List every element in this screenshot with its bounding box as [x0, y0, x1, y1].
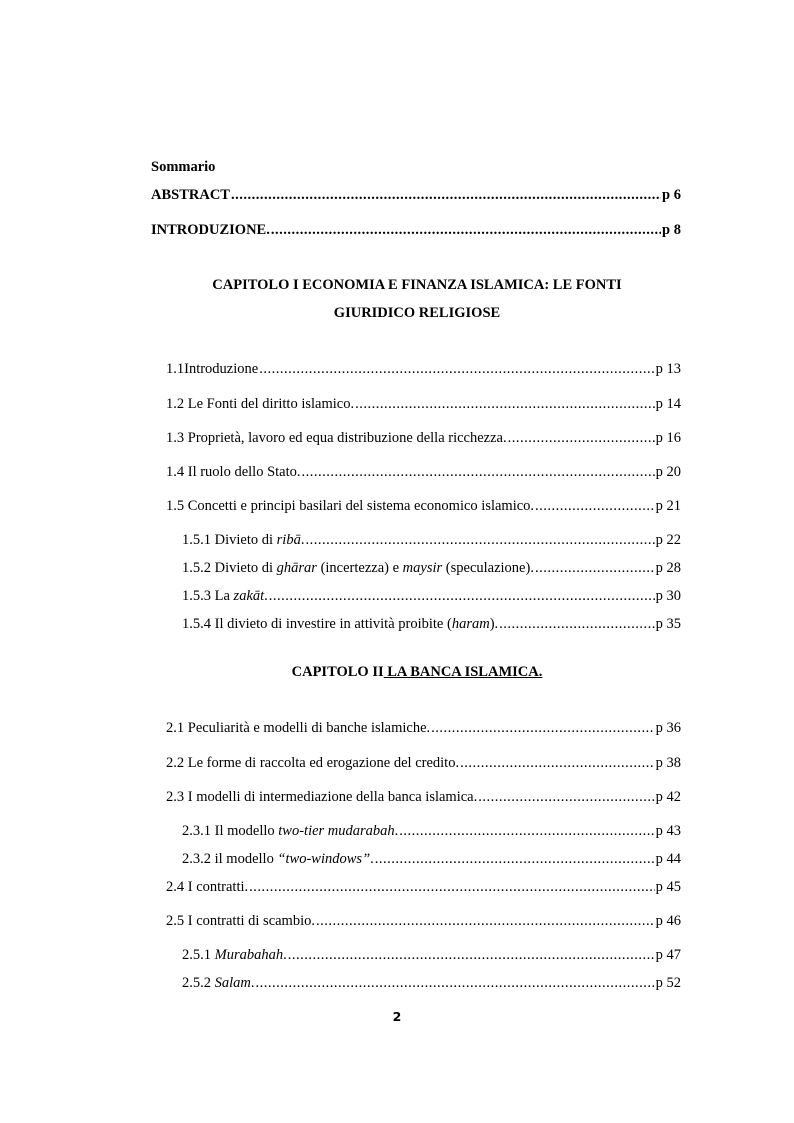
toc-entry-title-part: 2.5 I contratti di scambio. [166, 913, 315, 929]
toc-entry-page: p 44 [655, 851, 681, 867]
toc-entry-page: p 42 [655, 789, 681, 805]
toc-entry[interactable] [166, 394, 681, 414]
toc-entry-title [182, 558, 534, 578]
toc-entry-page: p 21 [655, 498, 681, 514]
toc-entry-title-part: 1.1Introduzione [166, 361, 259, 377]
toc-entry-title-part: 1.5.3 La [182, 588, 234, 604]
toc-entry-page: p 20 [655, 464, 681, 480]
toc-entry-title-italic: two-tier mudarabah [278, 823, 395, 839]
toc-entry-title-part: 2.4 I contratti. [166, 879, 249, 895]
toc-entry-title-part: 2.2 Le forme di raccolta ed erogazione del credito. [166, 755, 460, 771]
toc-leader-dots [288, 945, 655, 965]
toc-entry-title-part: (incertezza) e [316, 560, 403, 576]
toc-entry-title: INTRODUZIONE. [151, 222, 270, 238]
toc-entry-title-part: 2.5.2 [182, 975, 215, 991]
toc-entry-title [182, 945, 287, 965]
toc-entry-page: p 35 [655, 616, 681, 632]
toc-entry-title [166, 359, 258, 379]
toc-entry-title-part: (speculazione). [442, 560, 534, 576]
toc-entry-abstract[interactable] [151, 185, 681, 205]
toc-entry-title-italic: zakāt [233, 588, 265, 604]
toc-entry[interactable] [182, 586, 681, 606]
toc-entry[interactable] [166, 428, 681, 448]
toc-entry[interactable] [166, 911, 681, 931]
toc-entry-title-part: 2.3.2 il modello [182, 851, 278, 867]
page-number: 2 [392, 1009, 402, 1024]
toc-leader-dots [355, 394, 655, 414]
toc-entry-title-italic: Salam [214, 975, 251, 991]
toc-entry-introduzione[interactable] [151, 220, 681, 240]
toc-entry-title-part: . [394, 823, 399, 839]
toc-entry-title [166, 787, 477, 807]
toc-entry-title [166, 753, 459, 773]
toc-entry-page: p 38 [655, 755, 681, 771]
toc-entry-title-italic: haram [451, 616, 490, 632]
toc-leader-dots [478, 787, 654, 807]
toc-leader-dots [499, 614, 654, 634]
toc-entry-page: p 43 [655, 823, 681, 839]
toc-entry-title-italic: maysir [402, 560, 443, 576]
toc-leader-dots [259, 359, 654, 379]
toc-entry-title-part: 2.3 I modelli di intermediazione della banca islamica. [166, 789, 478, 805]
toc-entry-page: p 6 [662, 187, 681, 203]
toc-entry-title [166, 428, 507, 448]
toc-entry-title-italic: “two-windows” [277, 851, 371, 867]
toc-entry-title-part: ). [489, 616, 499, 632]
chapter-1-heading-line-1: CAPITOLO I ECONOMIA E FINANZA ISLAMICA: LE FONTI [212, 277, 622, 293]
toc-entry-page: p 13 [655, 361, 681, 377]
chapter-2-heading-title: LA BANCA ISLAMICA. [383, 664, 543, 680]
toc-entry-title-part: 1.5.1 Divieto di [182, 532, 277, 548]
chapter-1-heading-line-2: GIURIDICO RELIGIOSE [333, 305, 501, 321]
toc-entry-title [166, 877, 248, 897]
toc-entry-title [166, 394, 354, 414]
toc-title: Sommario [151, 159, 216, 175]
toc-entry-title [182, 530, 304, 550]
toc-leader-dots [535, 558, 655, 578]
chapter-2-heading-number: CAPITOLO II [291, 664, 384, 680]
toc-entry-title [182, 586, 268, 606]
toc-leader-dots [271, 220, 661, 240]
toc-entry[interactable] [166, 718, 681, 738]
toc-entry-title-italic: ghārar [276, 560, 317, 576]
toc-entry[interactable] [166, 787, 681, 807]
toc-leader-dots [249, 877, 654, 897]
toc-entry[interactable] [166, 359, 681, 379]
toc-entry-page: p 28 [655, 560, 681, 576]
toc-leader-dots [431, 718, 654, 738]
toc-entry[interactable] [166, 753, 681, 773]
toc-entry-title-part: 2.1 Peculiarità e modelli di banche islamiche. [166, 720, 431, 736]
toc-leader-dots [535, 496, 655, 516]
toc-entry[interactable] [182, 849, 681, 869]
toc-entry-title-italic: Murabahah [214, 947, 284, 963]
toc-entry-title-part: . [283, 947, 287, 963]
toc-entry[interactable] [182, 945, 681, 965]
toc-entry[interactable] [182, 530, 681, 550]
toc-leader-dots [375, 849, 655, 869]
toc-leader-dots [256, 973, 655, 993]
toc-entry-title [182, 821, 398, 841]
toc-leader-dots [231, 185, 661, 205]
toc-entry-title [182, 849, 374, 869]
toc-entry-title [166, 718, 430, 738]
toc-entry-page: p 46 [655, 913, 681, 929]
toc-entry-title-part: . [370, 851, 374, 867]
toc-entry[interactable] [182, 973, 681, 993]
toc-entry-title-part: . [264, 588, 268, 604]
toc-entry-page: p 16 [655, 430, 681, 446]
toc-entry-page: p 14 [655, 396, 681, 412]
toc-entry-page: p 45 [655, 879, 681, 895]
toc-leader-dots [305, 530, 654, 550]
toc-entry[interactable] [182, 614, 681, 634]
toc-entry-page: p 52 [655, 975, 681, 991]
toc-entry[interactable] [182, 821, 681, 841]
toc-leader-dots [508, 428, 655, 448]
toc-entry-page: p 36 [655, 720, 681, 736]
toc-entry-title-part: 2.5.1 [182, 947, 215, 963]
toc-entry-title [182, 614, 498, 634]
toc-entry-title-part: 2.3.1 Il modello [182, 823, 279, 839]
chapter-2-heading [140, 662, 694, 682]
toc-leader-dots [269, 586, 655, 606]
toc-entry[interactable] [166, 496, 681, 516]
toc-entry-title-part: . [300, 532, 305, 548]
toc-entry[interactable] [166, 877, 681, 897]
toc-leader-dots [460, 753, 655, 773]
toc-entry-title [166, 911, 315, 931]
toc-entry-title-part: 1.3 Proprietà, lavoro ed equa distribuzione della ricchezza. [166, 430, 507, 446]
toc-leader-dots [316, 911, 655, 931]
toc-leader-dots [302, 462, 655, 482]
toc-entry[interactable] [166, 462, 681, 482]
toc-entry-title-part: 1.5 Concetti e principi basilari del sistema economico islamico. [166, 498, 535, 514]
toc-entry-title [166, 496, 534, 516]
toc-entry-title-italic: ribā [276, 532, 301, 548]
toc-leader-dots [399, 821, 654, 841]
toc-entry-title [166, 462, 301, 482]
toc-entry[interactable] [182, 558, 681, 578]
toc-entry-title-part: 1.5.4 Il divieto di investire in attività proibite ( [182, 616, 452, 632]
toc-entry-title-part: 1.4 Il ruolo dello Stato. [166, 464, 301, 480]
toc-entry-title-part: 1.2 Le Fonti del diritto islamico. [166, 396, 355, 412]
toc-entry-title: ABSTRACT [151, 187, 230, 203]
toc-entry-title-part: . [250, 975, 255, 991]
toc-entry-title-part: 1.5.2 Divieto di [182, 560, 277, 576]
toc-entry-page: p 30 [655, 588, 681, 604]
toc-entry-page: p 8 [662, 222, 681, 238]
toc-entry-title [182, 973, 255, 993]
toc-entry-page: p 22 [655, 532, 681, 548]
toc-entry-page: p 47 [655, 947, 681, 963]
